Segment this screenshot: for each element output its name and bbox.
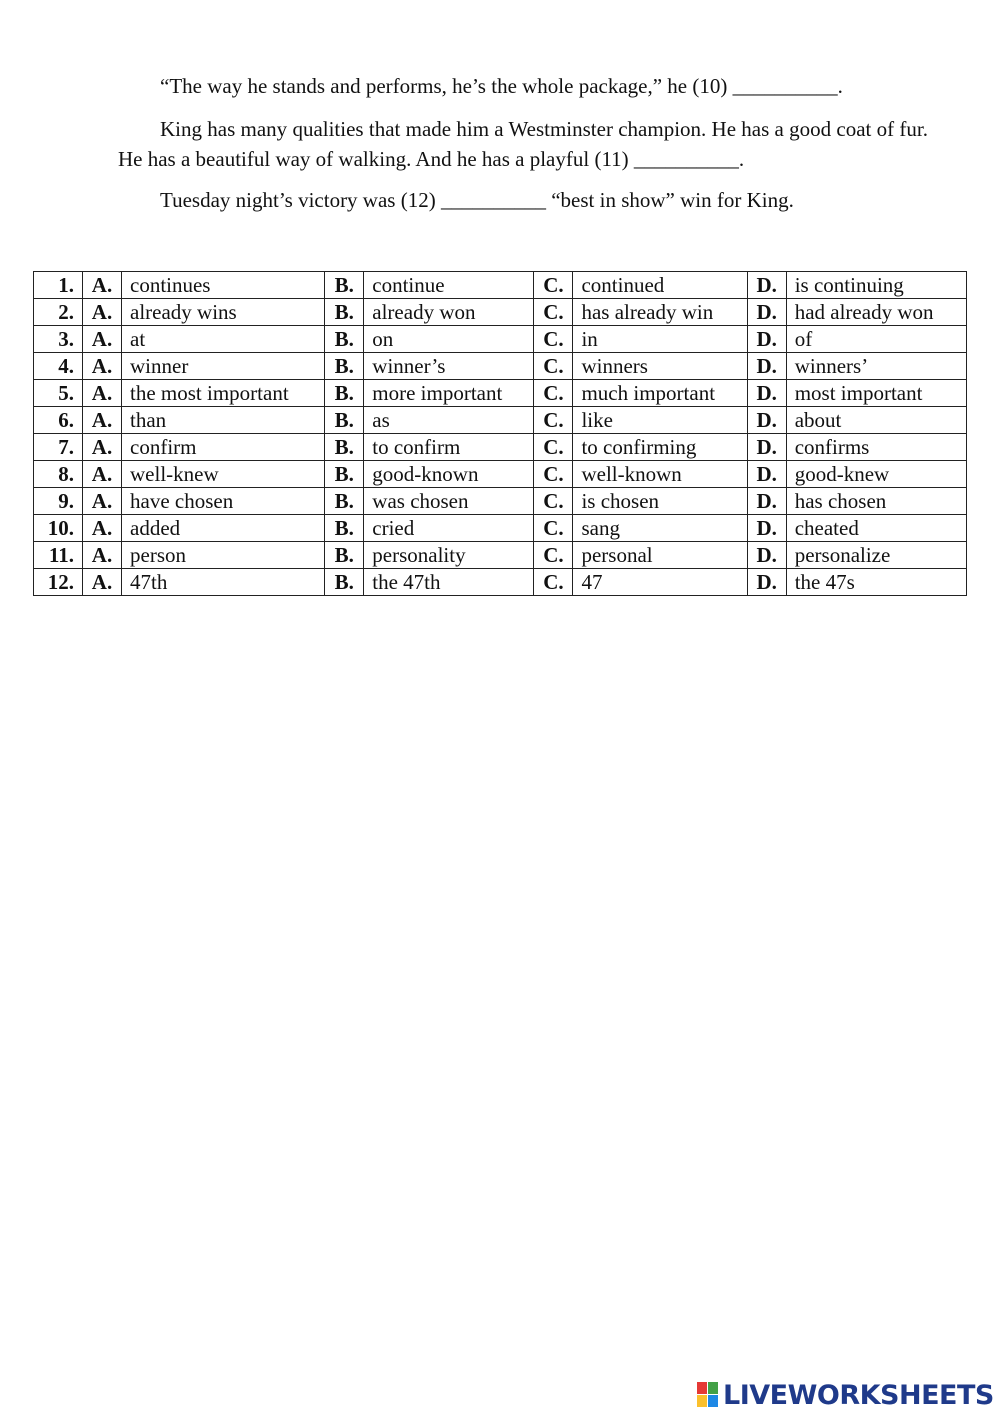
option-letter-c: C. bbox=[534, 461, 573, 488]
option-a: winner bbox=[122, 353, 325, 380]
option-letter-b: B. bbox=[325, 326, 364, 353]
question-row bbox=[34, 434, 967, 461]
option-letter-c: C. bbox=[534, 434, 573, 461]
option-c: 47 bbox=[573, 569, 747, 596]
option-b: to confirm bbox=[364, 434, 534, 461]
option-letter-c: C. bbox=[534, 353, 573, 380]
question-number: 12. bbox=[34, 569, 83, 596]
option-letter-a: A. bbox=[83, 380, 122, 407]
option-a: person bbox=[122, 542, 325, 569]
option-letter-d: D. bbox=[747, 461, 786, 488]
option-letter-c: C. bbox=[534, 569, 573, 596]
option-b: already won bbox=[364, 299, 534, 326]
question-number: 10. bbox=[34, 515, 83, 542]
question-row bbox=[34, 569, 967, 596]
passage-paragraph-3: Tuesday night’s victory was (12) __________ “best in show” win for King. bbox=[160, 188, 794, 212]
option-letter-b: B. bbox=[325, 542, 364, 569]
option-c: much important bbox=[573, 380, 747, 407]
option-letter-b: B. bbox=[325, 353, 364, 380]
option-c: in bbox=[573, 326, 747, 353]
option-letter-b: B. bbox=[325, 461, 364, 488]
option-letter-a: A. bbox=[83, 569, 122, 596]
option-b: winner’s bbox=[364, 353, 534, 380]
question-row bbox=[34, 461, 967, 488]
option-d: cheated bbox=[786, 515, 966, 542]
option-letter-b: B. bbox=[325, 515, 364, 542]
option-a: already wins bbox=[122, 299, 325, 326]
option-b: cried bbox=[364, 515, 534, 542]
option-b: more important bbox=[364, 380, 534, 407]
option-letter-b: B. bbox=[325, 488, 364, 515]
option-b: as bbox=[364, 407, 534, 434]
passage-paragraph-1: “The way he stands and performs, he’s the whole package,” he (10) __________. bbox=[160, 74, 843, 98]
option-letter-c: C. bbox=[534, 326, 573, 353]
option-letter-d: D. bbox=[747, 326, 786, 353]
option-a: than bbox=[122, 407, 325, 434]
question-row bbox=[34, 380, 967, 407]
option-a: added bbox=[122, 515, 325, 542]
option-d: good-knew bbox=[786, 461, 966, 488]
question-row bbox=[34, 272, 967, 299]
question-number: 5. bbox=[34, 380, 83, 407]
question-row bbox=[34, 407, 967, 434]
question-row bbox=[34, 515, 967, 542]
option-letter-a: A. bbox=[83, 326, 122, 353]
option-b: was chosen bbox=[364, 488, 534, 515]
option-c: continued bbox=[573, 272, 747, 299]
option-letter-b: B. bbox=[325, 272, 364, 299]
option-d: had already won bbox=[786, 299, 966, 326]
question-row bbox=[34, 299, 967, 326]
option-a: confirm bbox=[122, 434, 325, 461]
option-letter-a: A. bbox=[83, 407, 122, 434]
option-c: sang bbox=[573, 515, 747, 542]
option-c: has already win bbox=[573, 299, 747, 326]
option-c: winners bbox=[573, 353, 747, 380]
question-number: 4. bbox=[34, 353, 83, 380]
option-letter-c: C. bbox=[534, 272, 573, 299]
question-number: 8. bbox=[34, 461, 83, 488]
option-letter-a: A. bbox=[83, 461, 122, 488]
liveworksheets-logo[interactable] bbox=[697, 1378, 994, 1412]
option-letter-a: A. bbox=[83, 542, 122, 569]
option-d: most important bbox=[786, 380, 966, 407]
option-letter-a: A. bbox=[83, 434, 122, 461]
option-d: confirms bbox=[786, 434, 966, 461]
option-letter-b: B. bbox=[325, 380, 364, 407]
option-letter-c: C. bbox=[534, 299, 573, 326]
option-b: personality bbox=[364, 542, 534, 569]
option-a: at bbox=[122, 326, 325, 353]
option-d: has chosen bbox=[786, 488, 966, 515]
option-b: the 47th bbox=[364, 569, 534, 596]
option-letter-d: D. bbox=[747, 569, 786, 596]
option-a: the most important bbox=[122, 380, 325, 407]
passage-paragraph-2: King has many qualities that made him a Westminster champion. He has a good coat of fur. He has a beautiful way of walking. And he has a playful (11) __________. bbox=[118, 117, 928, 171]
option-letter-d: D. bbox=[747, 380, 786, 407]
option-letter-a: A. bbox=[83, 353, 122, 380]
option-letter-d: D. bbox=[747, 353, 786, 380]
option-letter-d: D. bbox=[747, 515, 786, 542]
answer-options-table bbox=[33, 271, 967, 596]
option-letter-d: D. bbox=[747, 407, 786, 434]
question-number: 1. bbox=[34, 272, 83, 299]
option-a: 47th bbox=[122, 569, 325, 596]
option-b: on bbox=[364, 326, 534, 353]
question-number: 2. bbox=[34, 299, 83, 326]
option-c: well-known bbox=[573, 461, 747, 488]
option-d: about bbox=[786, 407, 966, 434]
option-letter-c: C. bbox=[534, 515, 573, 542]
option-c: is chosen bbox=[573, 488, 747, 515]
question-number: 7. bbox=[34, 434, 83, 461]
option-letter-c: C. bbox=[534, 407, 573, 434]
question-number: 6. bbox=[34, 407, 83, 434]
question-row bbox=[34, 326, 967, 353]
option-d: is continuing bbox=[786, 272, 966, 299]
option-a: well-knew bbox=[122, 461, 325, 488]
option-a: continues bbox=[122, 272, 325, 299]
question-number: 9. bbox=[34, 488, 83, 515]
question-row bbox=[34, 542, 967, 569]
option-letter-c: C. bbox=[534, 380, 573, 407]
liveworksheets-logo-icon bbox=[697, 1382, 719, 1408]
option-letter-a: A. bbox=[83, 272, 122, 299]
logo-text: LIVEWORKSHEETS bbox=[723, 1379, 994, 1411]
option-letter-b: B. bbox=[325, 569, 364, 596]
option-letter-b: B. bbox=[325, 434, 364, 461]
option-letter-a: A. bbox=[83, 299, 122, 326]
option-letter-d: D. bbox=[747, 434, 786, 461]
option-letter-d: D. bbox=[747, 272, 786, 299]
option-letter-b: B. bbox=[325, 407, 364, 434]
question-row bbox=[34, 488, 967, 515]
option-c: to confirming bbox=[573, 434, 747, 461]
option-b: continue bbox=[364, 272, 534, 299]
question-number: 11. bbox=[34, 542, 83, 569]
option-letter-c: C. bbox=[534, 488, 573, 515]
option-letter-a: A. bbox=[83, 515, 122, 542]
option-d: of bbox=[786, 326, 966, 353]
option-d: winners’ bbox=[786, 353, 966, 380]
option-d: personalize bbox=[786, 542, 966, 569]
option-c: like bbox=[573, 407, 747, 434]
option-letter-d: D. bbox=[747, 542, 786, 569]
option-b: good-known bbox=[364, 461, 534, 488]
option-d: the 47s bbox=[786, 569, 966, 596]
question-number: 3. bbox=[34, 326, 83, 353]
option-a: have chosen bbox=[122, 488, 325, 515]
option-letter-b: B. bbox=[325, 299, 364, 326]
option-letter-c: C. bbox=[534, 542, 573, 569]
option-letter-a: A. bbox=[83, 488, 122, 515]
question-row bbox=[34, 353, 967, 380]
option-letter-d: D. bbox=[747, 488, 786, 515]
option-letter-d: D. bbox=[747, 299, 786, 326]
option-c: personal bbox=[573, 542, 747, 569]
